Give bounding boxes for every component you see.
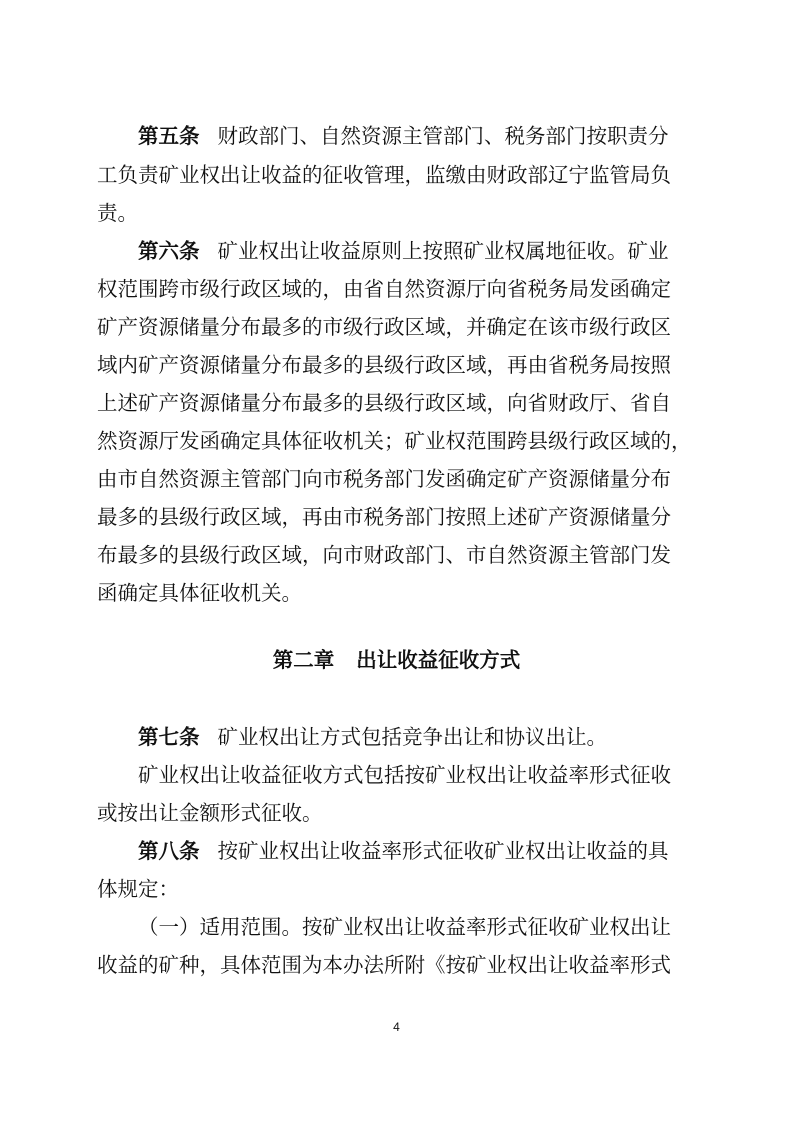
article-6-line-9: 布最多的县级行政区域，向市财政部门、市自然资源主管部门发 [97,543,671,567]
article-7-line-1 [0,725,793,749]
article-6-line-8: 最多的县级行政区域，再由市税务部门按照上述矿产资源储量分 [97,505,671,529]
chapter-number: 第二章 [272,648,335,672]
article-6-line-10: 函确定具体征收机关。 [97,581,302,605]
article-6-line-7: 由市自然资源主管部门向市税务部门发函确定矿产资源储量分布 [97,467,671,491]
page-number: 4 [393,1020,400,1034]
article-6-text-1: 矿业权出让收益原则上按照矿业权属地征收。矿业 [217,239,669,263]
article-6-label: 第六条 [138,239,200,263]
article-7-label: 第七条 [138,725,200,749]
chapter-title: 出让收益征收方式 [356,648,521,672]
article-5-line-2: 工负责矿业权出让收益的征收管理，监缴由财政部辽宁监管局负 [97,163,671,187]
article-5-label: 第五条 [138,124,200,148]
article-8-text-1: 按矿业权出让收益率形式征收矿业权出让收益的具 [217,839,669,863]
article-5-line-3: 责。 [97,201,138,225]
article-8-item-1-line-2: 收益的矿种，具体范围为本办法所附《按矿业权出让收益率形式 [97,953,671,977]
article-6-line-6: 然资源厅发函确定具体征收机关；矿业权范围跨县级行政区域的， [97,429,692,453]
article-8-line-1 [0,839,793,863]
article-7-para-2-line-1: 矿业权出让收益征收方式包括按矿业权出让收益率形式征收 [138,763,671,787]
article-8-label: 第八条 [138,839,200,863]
article-6-line-1 [0,239,793,263]
chapter-heading [0,648,793,672]
article-6-line-2: 权范围跨市级行政区域的，由省自然资源厅向省税务局发函确定 [97,277,671,301]
article-6-line-3: 矿产资源储量分布最多的市级行政区域，并确定在该市级行政区 [97,315,671,339]
article-6-line-4: 域内矿产资源储量分布最多的县级行政区域，再由省税务局按照 [97,353,671,377]
article-5-line-1 [0,124,793,148]
article-8-item-1-line-1: （一）适用范围。按矿业权出让收益率形式征收矿业权出让 [138,915,671,939]
article-5-text-1: 财政部门、自然资源主管部门、税务部门按职责分 [217,124,669,148]
article-6-line-5: 上述矿产资源储量分布最多的县级行政区域，向省财政厅、省自 [97,391,671,415]
article-8-line-2: 体规定： [97,877,179,901]
article-7-text-1: 矿业权出让方式包括竞争出让和协议出让。 [217,725,607,749]
article-7-para-2-line-2: 或按出让金额形式征收。 [97,801,323,825]
